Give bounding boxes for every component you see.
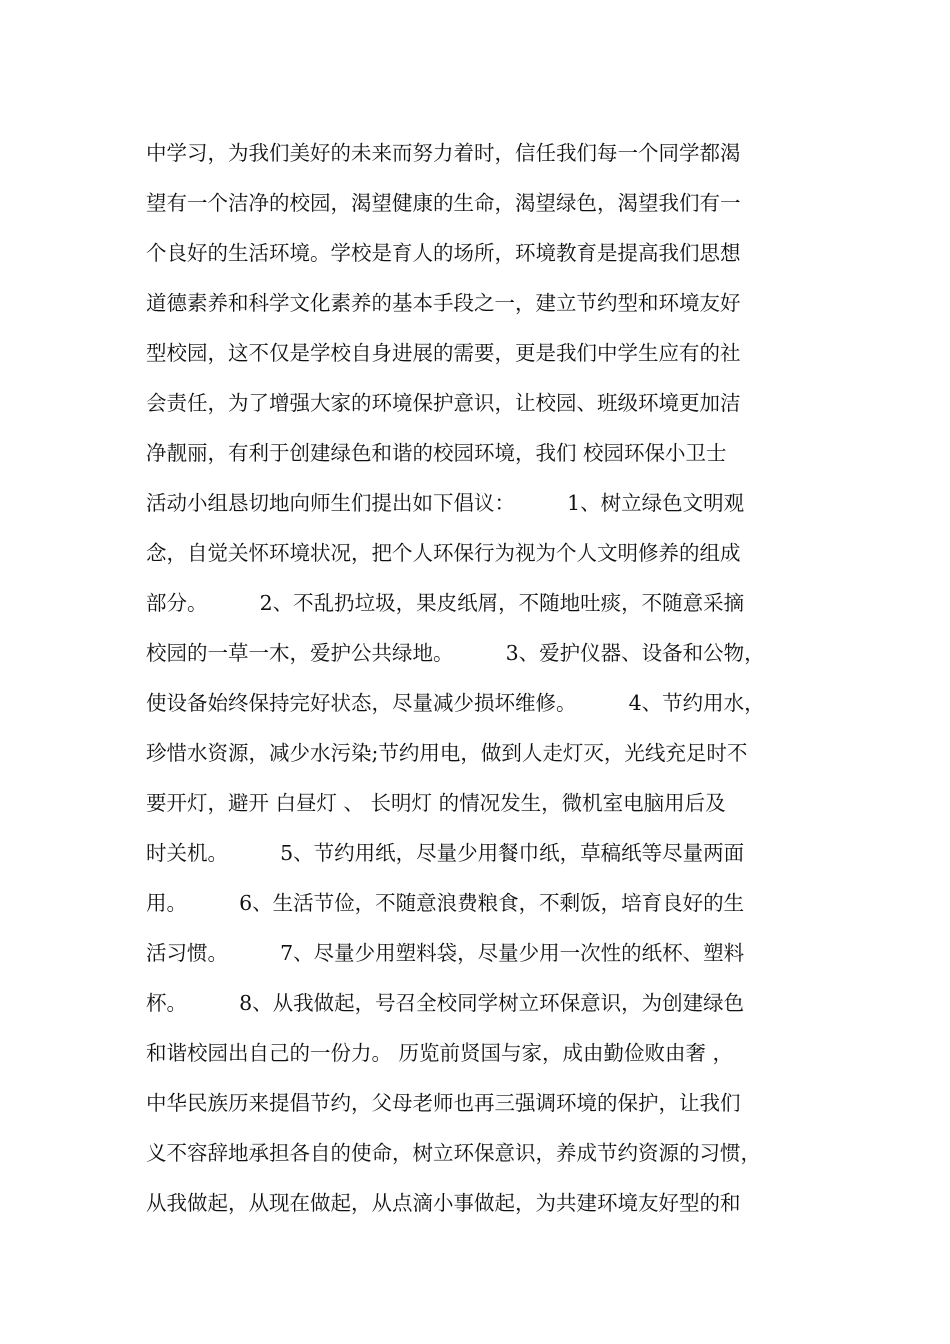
text-line: 和谐校园出自己的一份力。 历览前贤国与家，成由勤俭败由奢 ， (146, 1041, 734, 1065)
text-line: 个良好的生活环境。学校是育人的场所，环境教育是提高我们思想 (146, 241, 741, 265)
text-line: 校园的一草一木，爱护公共绿地。 3、爱护仪器、设备和公物， (146, 641, 765, 665)
text-line: 用。 6、生活节俭，不随意浪费粮食，不剩饭，培育良好的生 (146, 891, 745, 915)
body-text (146, 128, 826, 1228)
text-line: 要开灯，避开 白昼灯 、 长明灯 的情况发生，微机室电脑用后及 (146, 791, 726, 815)
text-line: 珍惜水资源，减少水污染;节约用电，做到人走灯灭，光线充足时不 (146, 741, 748, 765)
text-line: 净靓丽，有利于创建绿色和谐的校园环境，我们 校园环保小卫士 (146, 441, 727, 465)
text-line: 会责任，为了增强大家的环境保护意识，让校园、班级环境更加洁 (146, 391, 741, 415)
text-line: 部分。 2、不乱扔垃圾，果皮纸屑，不随地吐痰，不随意采摘 (146, 591, 745, 615)
text-line: 杯。 8、从我做起，号召全校同学树立环保意识，为创建绿色 (146, 991, 745, 1015)
text-line: 时关机。 5、节约用纸，尽量少用餐巾纸，草稿纸等尽量两面 (146, 841, 745, 865)
text-line: 望有一个洁净的校园，渴望健康的生命，渴望绿色，渴望我们有一 (146, 191, 741, 215)
text-line: 从我做起，从现在做起，从点滴小事做起，为共建环境友好型的和 (146, 1191, 741, 1215)
text-line: 使设备始终保持完好状态，尽量减少损坏维修。 4、节约用水， (146, 691, 765, 715)
text-line: 型校园，这不仅是学校自身进展的需要，更是我们中学生应有的社 (146, 341, 741, 365)
text-line: 念，自觉关怀环境状况，把个人环保行为视为个人文明修养的组成 (146, 541, 741, 565)
text-line: 义不容辞地承担各自的使命，树立环保意识，养成节约资源的习惯， (146, 1141, 761, 1165)
text-line: 道德素养和科学文化素养的基本手段之一，建立节约型和环境友好 (146, 291, 741, 315)
text-line: 活动小组恳切地向师生们提出如下倡议： 1、树立绿色文明观 (146, 491, 745, 515)
text-line: 活习惯。 7、尽量少用塑料袋，尽量少用一次性的纸杯、塑料 (146, 941, 745, 965)
text-line: 中华民族历来提倡节约，父母老师也再三强调环境的保护，让我们 (146, 1091, 741, 1115)
text-line: 中学习，为我们美好的未来而努力着时，信任我们每一个同学都渴 (146, 141, 741, 165)
